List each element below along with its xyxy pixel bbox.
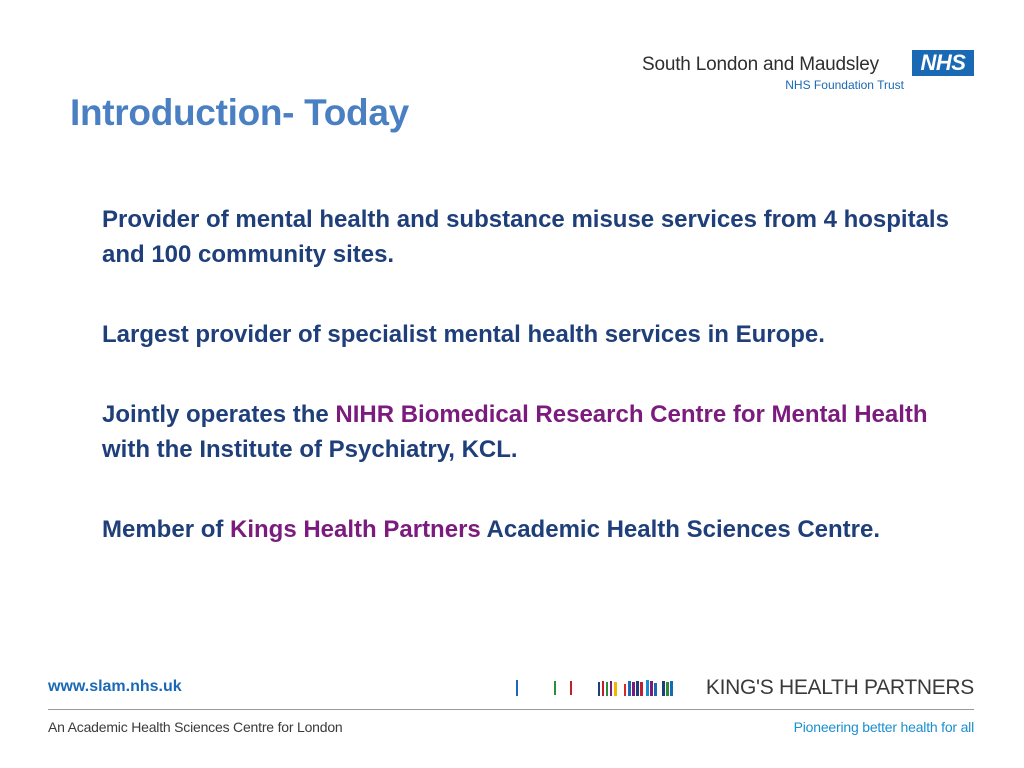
paragraph-text: Provider of mental health and substance misuse services from 4 hospitals and 100 community sites. — [102, 206, 949, 268]
partner-name: KING'S HEALTH PARTNERS — [705, 676, 974, 699]
paragraph-services — [102, 202, 972, 272]
nhs-logo-badge: NHS — [912, 50, 974, 76]
partner-bars-icon — [504, 678, 704, 698]
kings-health-partners-logo — [504, 674, 974, 704]
paragraph-nihr — [102, 397, 972, 467]
nihr-highlight: NIHR Biomedical Research Centre for Mental Health — [335, 401, 928, 428]
slide-title: Introduction- Today — [70, 92, 409, 133]
khp-highlight: Kings Health Partners — [230, 516, 481, 543]
paragraph-khp — [102, 512, 972, 547]
slam-logo — [634, 48, 974, 96]
paragraph-largest-provider — [102, 317, 972, 352]
website-link[interactable]: www.slam.nhs.uk — [48, 678, 182, 695]
org-subtitle: NHS Foundation Trust — [785, 78, 904, 92]
footer-tagline: An Academic Health Sciences Centre for London — [48, 719, 343, 735]
footer-slogan: Pioneering better health for all — [793, 719, 974, 735]
slide-body — [102, 202, 972, 592]
paragraph-text: Academic Health Sciences Centre. — [480, 516, 881, 543]
paragraph-text: Jointly operates the — [102, 401, 336, 428]
paragraph-text: Member of — [102, 516, 231, 543]
footer-divider — [48, 709, 974, 710]
org-name: South London and Maudsley — [642, 54, 879, 75]
paragraph-text: with the Institute of Psychiatry, KCL. — [102, 436, 518, 463]
paragraph-text: Largest provider of specialist mental health services in Europe. — [102, 321, 825, 348]
